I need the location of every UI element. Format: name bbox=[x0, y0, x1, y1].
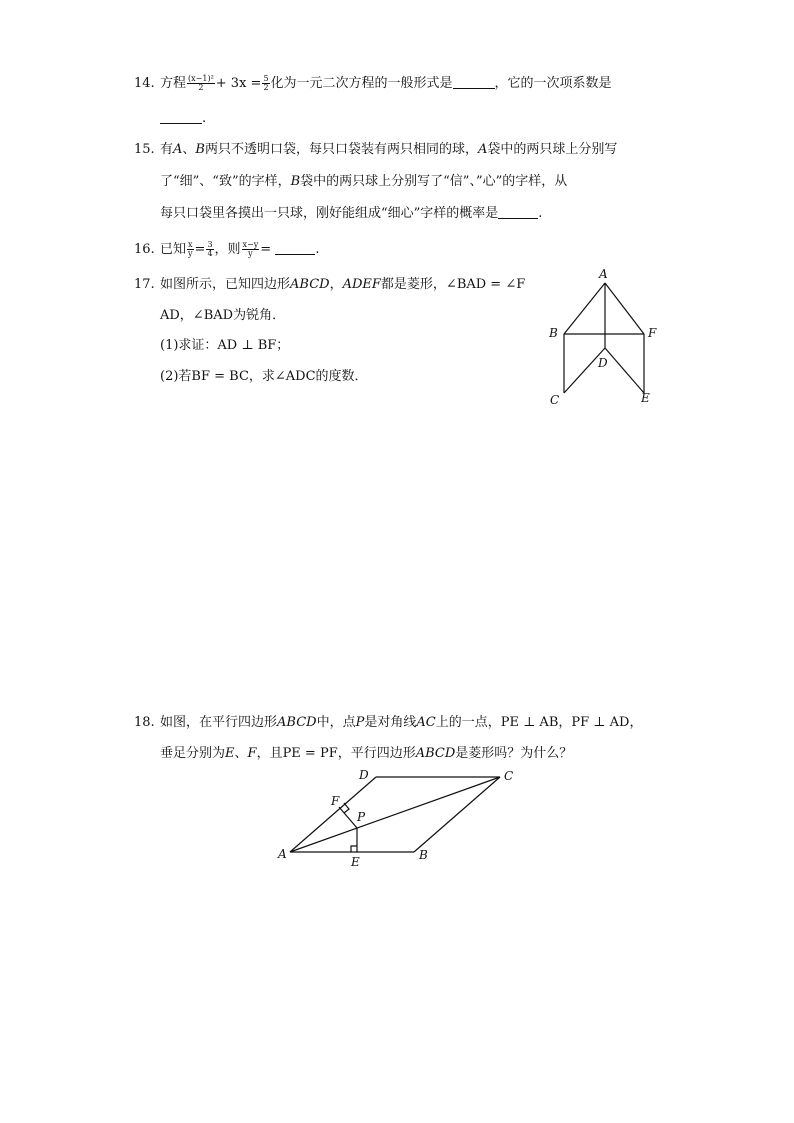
question-number: 16. bbox=[134, 242, 155, 257]
q14-mid: + 3x = bbox=[215, 76, 262, 91]
segment-pf bbox=[339, 807, 357, 828]
q16-fraction-1: $\frac{x}{y}$ bbox=[188, 240, 193, 258]
q16-fraction-2: $\frac{3}{4}$ bbox=[207, 240, 213, 258]
right-angle-mark-e bbox=[351, 846, 357, 852]
q14-prefix: 方程 bbox=[160, 76, 187, 91]
question-number: 15. bbox=[134, 142, 155, 157]
label-d: D bbox=[359, 768, 369, 782]
segment-af bbox=[605, 283, 644, 334]
q14-fraction-2: $\frac{5}{2}$ bbox=[263, 74, 269, 92]
label-c: C bbox=[550, 393, 560, 407]
q14-tail: ，它的一次项系数是 bbox=[494, 76, 612, 91]
segment-ab bbox=[564, 283, 605, 334]
label-a: A bbox=[599, 267, 608, 281]
q17-line-1: 如图所示，已知四边形ABCD，ADEF都是菱形，∠BAD = ∠F bbox=[160, 277, 526, 292]
label-b: B bbox=[419, 848, 428, 862]
answer-blank[interactable] bbox=[275, 241, 315, 255]
q18-line-2: 垂足分别为E、F，且PE = PF，平行四边形ABCD是菱形吗？为什么？ bbox=[160, 746, 573, 761]
q14-text: 化为一元二次方程的一般形式是 bbox=[270, 76, 453, 91]
label-d: D bbox=[598, 356, 608, 370]
q14-line-1 bbox=[160, 75, 612, 93]
question-number: 14. bbox=[134, 76, 155, 91]
q17-line-3: (1)求证：AD ⊥ BF； bbox=[160, 338, 290, 353]
q16-fraction-3: $\frac{x-y}{y}$ bbox=[242, 240, 259, 258]
q14-line-2: . bbox=[160, 110, 206, 128]
q18-line-1: 如图，在平行四边形ABCD中，点P是对角线AC上的一点，PE ⊥ AB，PF ⊥ AD， bbox=[160, 715, 643, 730]
segment-bc bbox=[414, 777, 500, 852]
q16-line-1: 已知 $\frac{x}{y}$ = $\frac{3}{4}$ ，则 $\frac{x-y}{y}$ = . bbox=[160, 240, 320, 258]
diagonal-ac bbox=[290, 777, 500, 852]
label-p: P bbox=[357, 810, 366, 824]
answer-blank[interactable] bbox=[498, 205, 538, 219]
segment-de bbox=[605, 348, 644, 393]
segment-cd bbox=[564, 348, 605, 393]
q15-line-2: 了“细”、“致”的字样，B袋中的两只球上分别写了“信”、”心”的字样，从 bbox=[160, 174, 568, 189]
label-b: B bbox=[549, 326, 558, 340]
q15-line-3: 每只口袋里各摸出一只球，刚好能组成“细心”字样的概率是 . bbox=[160, 206, 543, 221]
segment-da bbox=[290, 777, 376, 852]
answer-blank[interactable] bbox=[453, 75, 495, 89]
label-f: F bbox=[331, 794, 340, 808]
q14-fraction-1: $\frac{\text{(x−1)²}}{2}$ bbox=[188, 74, 214, 92]
right-angle-mark-f bbox=[344, 803, 349, 813]
question-number: 18. bbox=[134, 715, 155, 730]
q17-line-4: (2)若BF = BC，求∠ADC的度数． bbox=[160, 369, 368, 384]
answer-blank[interactable] bbox=[160, 110, 202, 124]
label-c: C bbox=[504, 769, 514, 783]
question-number: 17. bbox=[134, 277, 155, 292]
label-a: A bbox=[278, 847, 287, 861]
label-e: E bbox=[351, 855, 360, 869]
q17-line-2: AD，∠BAD为锐角． bbox=[160, 308, 286, 323]
q15-line-1: 有A、B两只不透明口袋，每只口袋装有两只相同的球，A袋中的两只球上分别写 bbox=[160, 142, 618, 157]
label-f: F bbox=[648, 326, 657, 340]
label-e: E bbox=[641, 391, 650, 405]
